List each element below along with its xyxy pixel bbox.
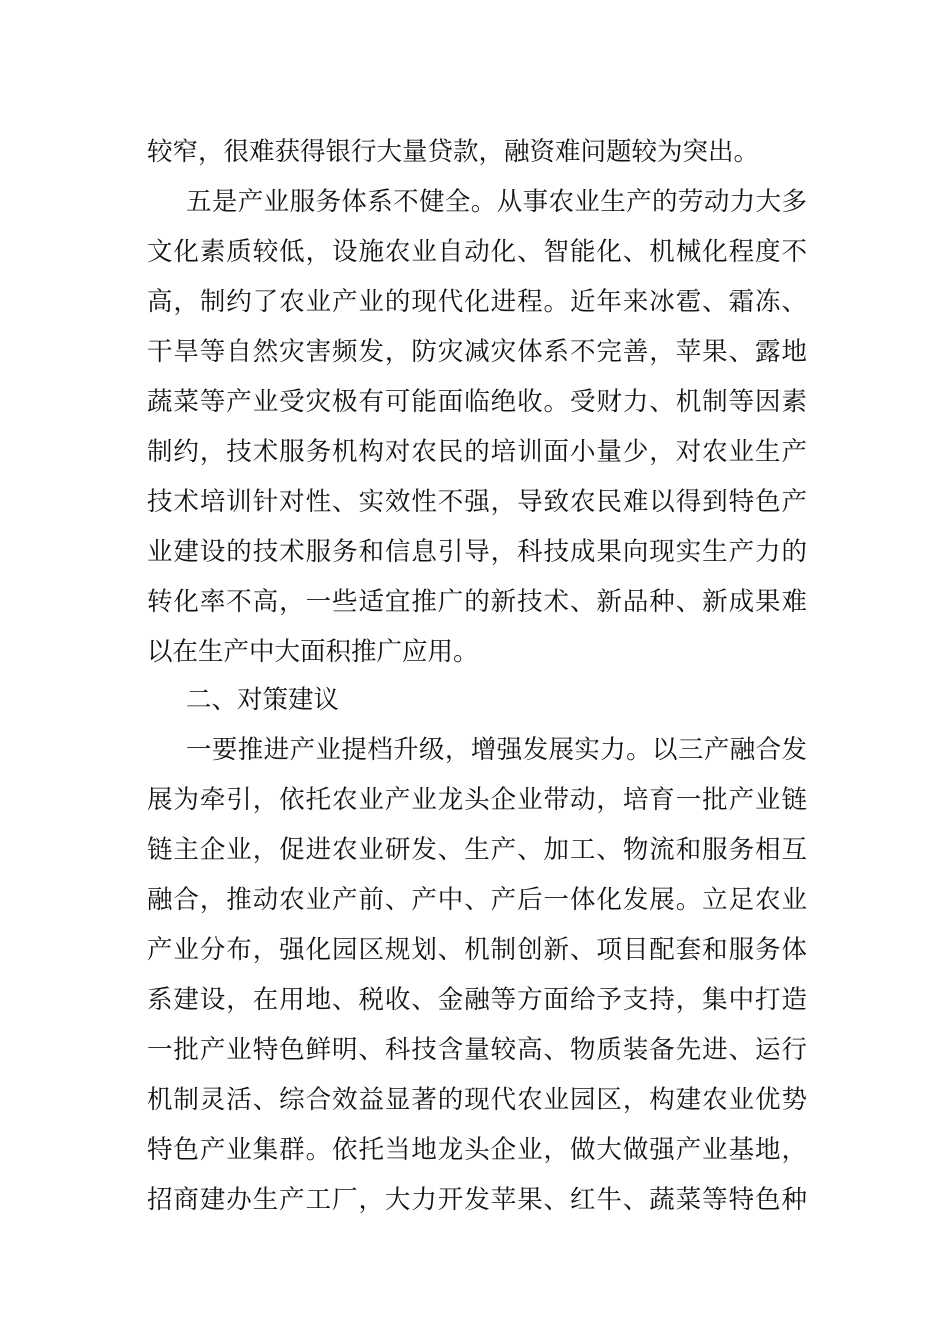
text-line: 融合，推动农业产前、产中、产后一体化发展。立足农业 [147,885,807,915]
text-line: 文化素质较低，设施农业自动化、智能化、机械化程度不 [147,237,807,267]
text-line: 技术培训针对性、实效性不强，导致农民难以得到特色产 [147,487,807,517]
text-line: 制约，技术服务机构对农民的培训面小量少，对农业生产 [147,437,807,467]
text-line: 以在生产中大面积推广应用。 [147,637,479,667]
text-line: 转化率不高，一些适宜推广的新技术、新品种、新成果难 [147,587,807,617]
section-heading: 二、对策建议 [186,685,340,715]
text-line: 特色产业集群。依托当地龙头企业，做大做强产业基地， [147,1135,807,1165]
text-line: 五是产业服务体系不健全。从事农业生产的劳动力大多 [186,187,807,217]
text-line: 招商建办生产工厂，大力开发苹果、红牛、蔬菜等特色种 [147,1185,807,1215]
text-line: 链主企业，促进农业研发、生产、加工、物流和服务相互 [147,835,807,865]
text-line: 高，制约了农业产业的现代化进程。近年来冰雹、霜冻、 [147,287,807,317]
text-line: 业建设的技术服务和信息引导，科技成果向现实生产力的 [147,537,807,567]
text-line: 较窄，很难获得银行大量贷款，融资难问题较为突出。 [147,137,760,167]
text-line: 干旱等自然灾害频发，防灾减灾体系不完善，苹果、露地 [147,337,807,367]
text-line: 一要推进产业提档升级，增强发展实力。以三产融合发 [186,735,807,765]
text-line: 蔬菜等产业受灾极有可能面临绝收。受财力、机制等因素 [147,387,807,417]
text-line: 展为牵引，依托农业产业龙头企业带动，培育一批产业链 [147,785,807,815]
text-line: 产业分布，强化园区规划、机制创新、项目配套和服务体 [147,935,807,965]
text-line: 机制灵活、综合效益显著的现代农业园区，构建农业优势 [147,1085,807,1115]
text-line: 系建设，在用地、税收、金融等方面给予支持，集中打造 [147,985,807,1015]
text-line: 一批产业特色鲜明、科技含量较高、物质装备先进、运行 [147,1035,807,1065]
